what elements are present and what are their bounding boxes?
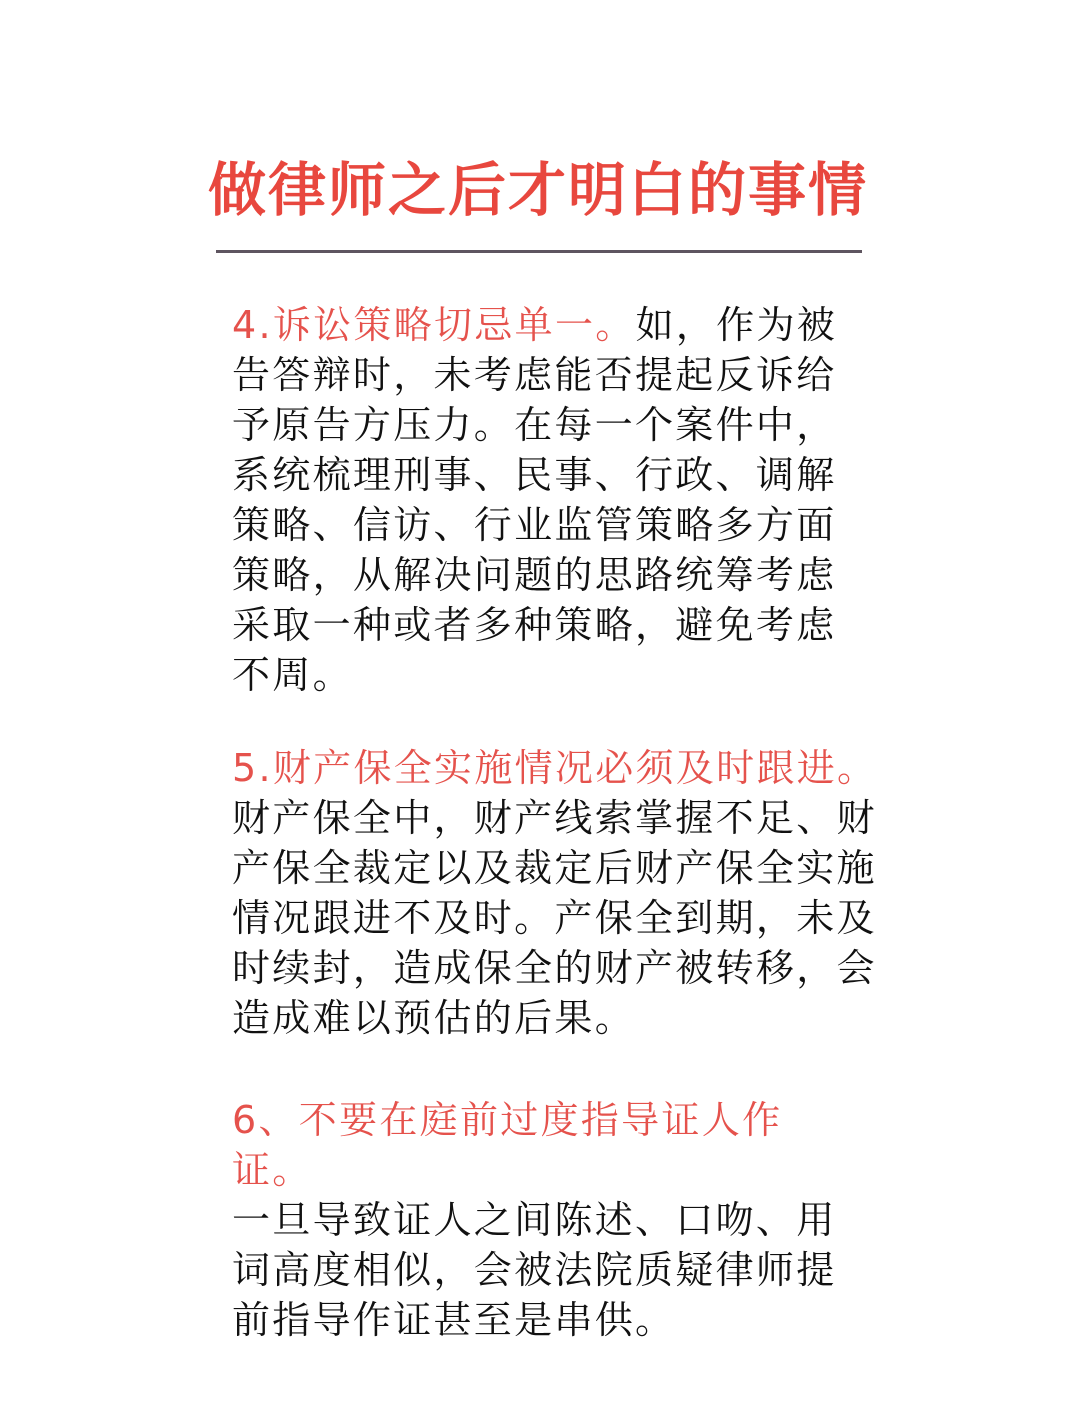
section-heading: 5.财产保全实施情况必须及时跟进。 [232, 746, 878, 790]
page-title: 做律师之后才明白的事情 [207, 156, 868, 224]
section-6 [232, 1095, 848, 1345]
section-body: 财产保全中，财产线索掌握不足、财产保全裁定以及裁定后财产保全实施情况跟进不及时。产保全到期，未及时续封，造成保全的财产被转移，会造成难以预估的后果。 [232, 796, 877, 1040]
section-body: 一旦导致证人之间陈述、口吻、用词高度相似，会被法院质疑律师提前指导作证甚至是串供。 [232, 1198, 837, 1342]
title-divider [216, 250, 862, 253]
section-5 [232, 743, 888, 1043]
section-heading: 4.诉讼策略切忌单一。 [232, 303, 636, 347]
section-heading: 6、不要在庭前过度指导证人作证。 [232, 1098, 783, 1192]
section-4 [232, 300, 848, 700]
section-body: 如，作为被告答辩时，未考虑能否提起反诉给予原告方压力。在每一个案件中，系统梳理刑事、民事、行政、调解策略、信访、行业监管策略多方面策略，从解决问题的思路统筹考虑采取一种或者多种策略，避免考虑不周。 [232, 303, 838, 697]
